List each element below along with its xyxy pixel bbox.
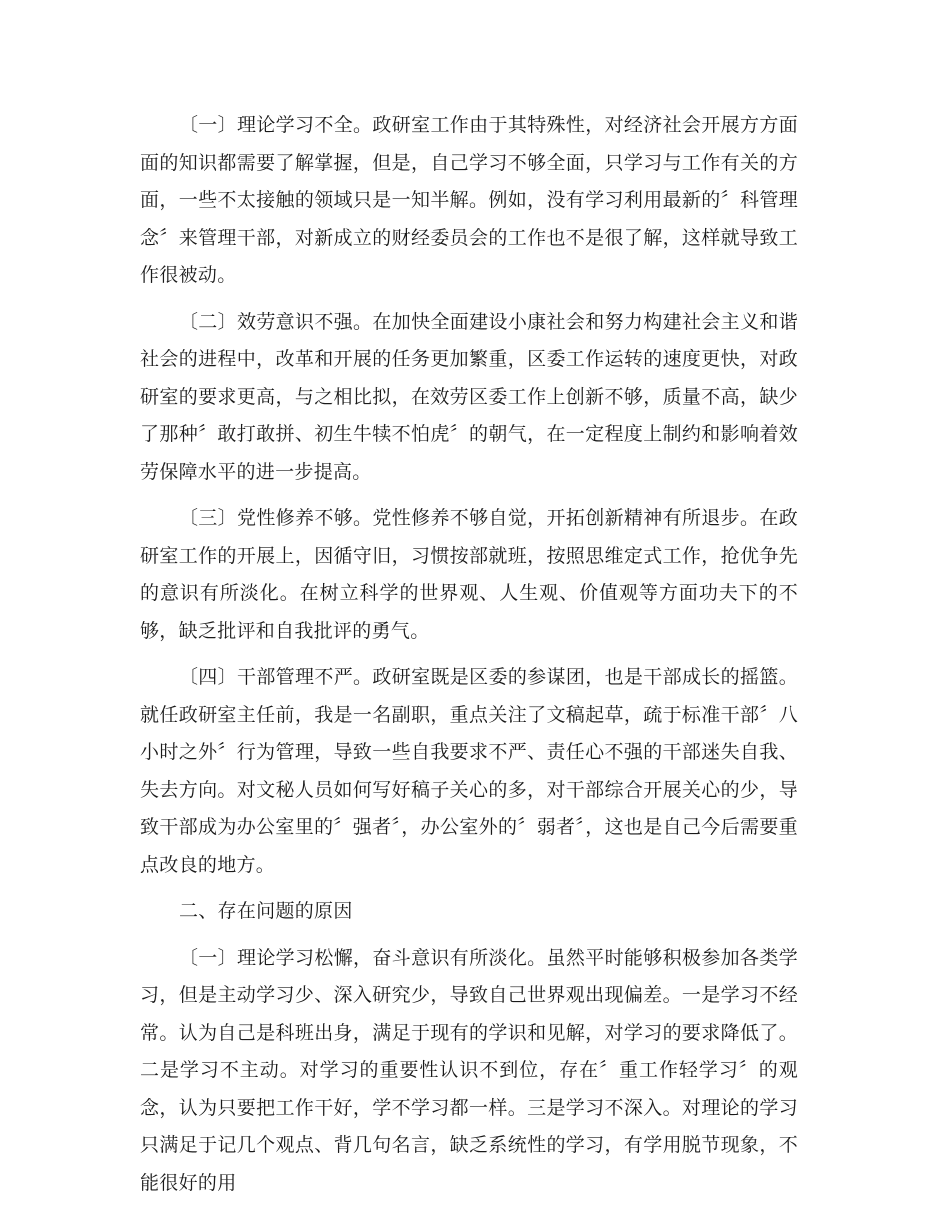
paragraph-theory-study: 〔一〕理论学习不全。政研室工作由于其特殊性，对经济社会开展方方面面的知识都需要了解掌握，但是，自己学习不够全面，只学习与工作有关的方面，一些不太接触的领域只是一知半解。例如，没有学习利用最新的〞科管理念〞来管理干部，对新成立的财经委员会的工作也不是很了解，这样就导致工作很被动。 — [140, 114, 798, 286]
section-heading: 二、存在问题的原因 — [178, 900, 353, 922]
paragraph-party-cultivation: 〔三〕党性修养不够。党性修养不够自觉，开拓创新精神有所退步。在政研室工作的开展上，因循守旧，习惯按部就班，按照思维定式工作，抢优争先的意识有所淡化。在树立科学的世界观、人生观、价值观等方面功夫下的不够，缺乏批评和自我批评的勇气。 — [140, 507, 798, 642]
paragraph-study-slackness: 〔一〕理论学习松懈，奋斗意识有所淡化。虽然平时能够积极参加各类学习，但是主动学习少、深入研究少，导致自己世界观出现偏差。一是学习不经常。认为自己是科班出身，满足于现有的学识和见解，对学习的要求降低了。二是学习不主动。对学习的重要性认识不到位，存在〞重工作轻学习〞的观念，认为只要把工作干好，学不学习都一样。三是学习不深入。对理论的学习只满足于记几个观点、背几句名言，缺乏系统性的学习，有学用脱节现象，不能很好的用 — [140, 946, 798, 1194]
paragraph-service-awareness: 〔二〕效劳意识不强。在加快全面建设小康社会和努力构建社会主义和谐社会的进程中，改革和开展的任务更加繁重，区委工作运转的速度更快，对政研室的要求更高，与之相比拟，在效劳区委工作上创新不够，质量不高，缺少了那种〞敢打敢拼、初生牛犊不怕虎〞的朝气，在一定程度上制约和影响着效劳保障水平的进一步提高。 — [140, 310, 798, 483]
document-page — [140, 107, 798, 1211]
paragraph-cadre-management: 〔四〕干部管理不严。政研室既是区委的参谋团，也是干部成长的摇篮。就任政研室主任前，我是一名副职，重点关注了文稿起草，疏于标准干部〞八小时之外〞行为管理，导致一些自我要求不严、责任心不强的干部迷失自我、失去方向。对文秘人员如何写好稿子关心的多，对干部综合开展关心的少，导致干部成为办公室里的〞强者〞，办公室外的〞弱者〞，这也是自己今后需要重点改良的地方。 — [140, 666, 798, 876]
